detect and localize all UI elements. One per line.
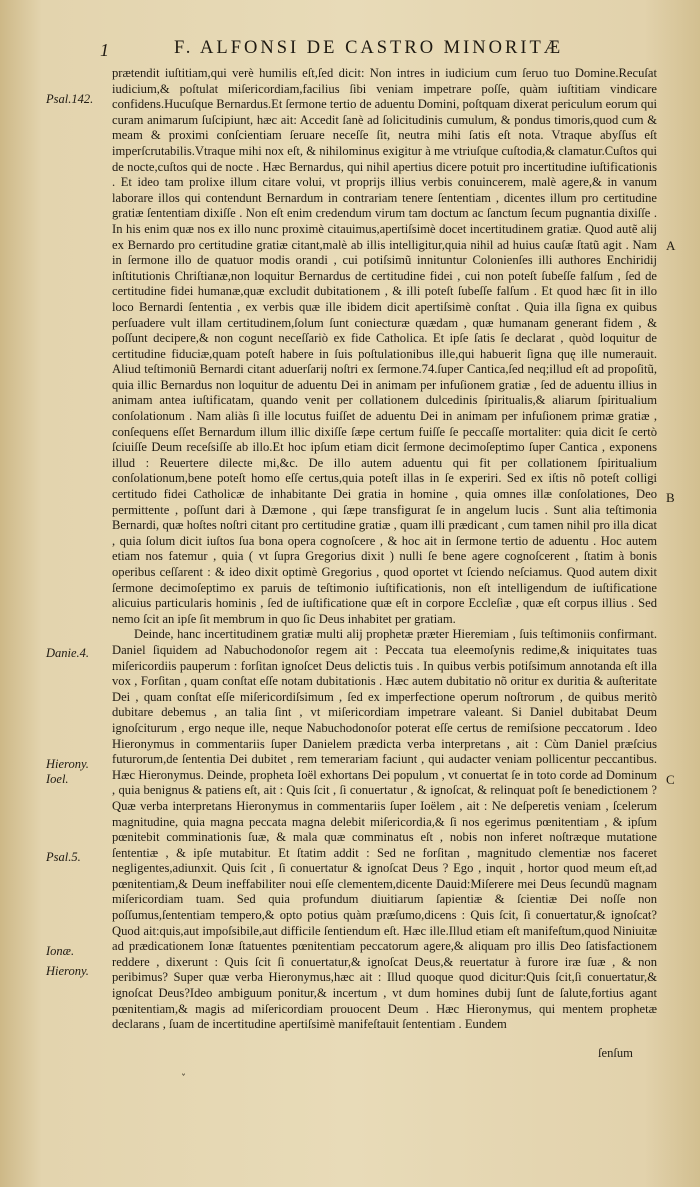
section-letter-c: C xyxy=(666,772,675,787)
section-letter-a: A xyxy=(666,238,676,253)
paragraph-bernardus: prætendit iuſtitiam,qui verè humilis eſt,ſed dicit: Non intres in iudicium cum ſeruo tuo Domine.Recuſat iudicium,& poſtulat miſericordiam,facilius ſibi veniam impetrare poſſe, quàm iuſtitiam vindicare confidens.Hucuſque Bernardus.Et ſermone tertio de aduentu Domini, poſtquam dixerat periculum eorum qui curam animarum ſuſcipiunt, hæc ait: Accedit ſanè ad ſolicitudinis cumulum, & pondus timoris,quod cum & meam & proximi conſcientiam ſeruare neceſſe ſit, neutra mihi ſatis eſt nota. Vtraque abyſſus eſt imperſcrutabilis.Vtraque mihi nox eſt, & nihilominus exigitur à me vtriuſque cuſtodia,& clamatur.Cuſtos qui de nocte,cuſtos qui de nocte . Hæc Bernardus, qui nihil apertius dicere potuit pro incertitudine iuſtificationis . Et ideo tam prolixe illum citare volui, vt proprijs illius verbis conuincerem, malè agere,& in vanum laborare illos qui contendunt Bernardum in contrariam tenere ſententiam , dicentes illum pro certitudine gratiæ ſententiam dixiſſe . Non eſt enim credendum virum tam doctum ac ſanctum ſecum pugnantia dixiſſe . In his enim quæ nos ex illo nunc proximè citauimus,apertiſsimè docet incertitudinem gratiæ. Quod autẽ alij ex Bernardo pro certitudine gratiæ citant,malè ab illis intelligitur,quia nihil ad huius cauſæ ſtatũ agit . Nam in ſermone illo de quatuor modis orandi , cui potiſsimũ innituntur Colonienſes illi authores Enchiridij inſtitutionis Chriſtianæ,non loquitur Bernardus de certitudine fidei , cui non poteſt ſubeſſe falſum , ſed de certitudine fidei humanæ,quæ excludit dubitationem , & illi poteſt ſubeſſe falſum . Et quod hæc ſit in illo loco Bernardi ſententia , ex verbis quæ ille ibidem dicit apertiſsimè conſtat . Quia illa ſigna ex quibus perſuadere vult illam certitudinem,ſolum ſunt coniecturæ quædam , quæ humanam generant fidem , & poſſunt decipere,& non cogunt neceſſariò ex fide Catholica. Et ipſe ſatis ſe declarat , quòd loquitur de certitudine fiduciæ,quam poteſt habere in ſuis poſtulationibus ille,qui habuerit ſigna quę ille numerauit. Aliud teſtimoniũ Bernardi citant aduerſarij noſtri ex ſermone.74.ſuper Cantica,ſed neq;illud eſt ad propoſitũ, quia illic Bernardus non loquitur de aduentu Dei in animam per infuſionem gratiæ , ſed de aduentu illius in animam antea iuſtificatam, quando venit per collationem dulcedinis ſpiritualis,& aliarum ſpiritualium conſolationum . Nam aliàs ſi ille locutus fuiſſet de aduentu Dei in animam per infuſionem primæ gratiæ , conſequens eſſet Bernardum illum illic dixiſſe ſæpe certum fuiſſe ſe peccaſſe mortaliter: quia dicit ſe certò ſciuiſſe Deum receſsiſſe ab illo.Et hoc ipſum etiam dicit ſermone decimoſeptimo ſuper Cantica , exponens illud : Reuertere dilecte mi,&c. De illo autem aduentu qui fit per collationem ſpiritualium conſolationum,bene poteſt homo eſſe certus,quia poteſt illas in ſe experiri. Sed ex iſtis nõ poteſt colligi certitudo fidei Catholicæ de inhabitante Dei gratia in homine , quia omnes illæ conſolationes, Deo permittente , poſſunt dari à Dæmone , qui ſæpe transfigurat ſe in angelum lucis . Sunt alia teſtimonia Bernardi, quæ hoſtes noſtri citant pro certitudine gratiæ , quam illi prædicant , cum tamen nihil pro illa dicat , quia ſolum dicit iuſtos ſua bona opera cognoſcere , & hoc ait in ſermone tertio de aduentu . Hoc autem etiam nos fatemur , quia ( vt ſupra Gregorius dixit ) nulli ſe bene agere cognoſcerent , ſtatim à bonis operibus ceſſarent : & ideo dixit optimè Gregorius , quod oportet vt ſciendo neſciamus. Quod autem dixit ſermone decimoſeptimo ex paruis de teſtimonio iuſtificationis, non eſt intelligendum de iuſtificatione alicuius particularis hominis , ſed de iuſtificatione quæ eſt in corpore Eccleſiæ , quæ eſt corpus illius . Sed nemo ſcit an ipſe ſit membrum in quo ſic Deus inhabitet per gratiam. xyxy=(112,66,657,626)
ink-mark: ˇ xyxy=(181,1074,186,1085)
catchword: ſenſum xyxy=(598,1046,633,1060)
margin-note-psal142: Psal.142. xyxy=(46,92,94,106)
margin-note-ioel: Ioel. xyxy=(46,772,69,786)
margin-note-daniel: Danie.4. xyxy=(46,646,90,660)
main-text xyxy=(112,66,657,1033)
margin-note-psal5: Psal.5. xyxy=(46,850,81,864)
margin-note-hieronymus-2: Hierony. xyxy=(46,964,89,978)
margin-note-ionae: Ionæ. xyxy=(46,944,75,958)
section-letter-b: B xyxy=(666,490,675,505)
running-title: F. ALFONSI DE CASTRO MINORITÆ xyxy=(174,38,564,58)
paragraph-prophetae: Deinde, hanc incertitudinem gratiæ multi alij prophetæ præter Hieremiam , ſuis teſtimoniis confirmant. Daniel ſiquidem ad Nabuchodonoſor regem ait : Peccata tua eleemoſynis redime,& iniquitates tuas miſericordiis pauperum : forſitan ignoſcet Deus delictis tuis . In quibus verbis potiſsimum annotanda eſt illa vox , Forſitan , quam conſtat eſſe notam dubitationis . Hæc autem dubitatio nõ oritur ex duritia & auſteritate Dei , quam conſtat eſſe miſericordiſsimum , ſed ex imperfectione operum noſtrorum , de quibus meritò dubitare debemus , an talia ſint , vt miſericordiam impetrare valeant. Si Daniel dubitabat Deum ignoſciturum , ergo neque ille, neque Nabuchodonoſor poterat eſſe certus de remiſsione peccatorum . Ideo Hieronymus in commentariis ſuper Danielem prædicta verba interpretans , ait : Cùm Daniel præſcius futurorum,de ſententia Dei dubitet , rem temerariam faciunt , qui audacter veniam pollicentur peccantibus. Hæc Hieronymus. Deinde, propheta Ioël exhortans Dei populum , vt conuertat ſe in toto corde ad Dominum , quia benignus & patiens eſt, ait : Quis ſcit , ſi conuertatur , & ignoſcat, & relinquat poſt ſe benedictionem ? Quæ verba interpretans Hieronymus in commentariis ſuper Ioëlem , ait : Ne deſperetis veniam , ſcelerum magnitudine, quia magna peccata magna delebit miſericordia,& ſi nos egerimus pœnitentiam , & ipſum pœnitebit comminationis ſuæ, & mala quæ comminatus eſt , nobis non inferet noſtræque mutatione ſententiæ , & ipſe mutabitur. Et ſtatim addit : Sed ne forſitan , magnitudo clementiæ nos faceret negligentes,adiunxit. Quis ſcit , ſi conuertatur & ignoſcat Deus ? Ego , inquit , hortor quod meum eſt,ad pœnitentiam,& Deum ineffabiliter noui eſſe clementem,dicente Dauid:Miſerere mei Deus ſecundũ magnam miſericordiam tuam. Sed quia profundum diuitiarum ſapientiæ & ſcientiæ Dei noſſe non poſſumus,ſententiam tempero,& opto potius quàm præſumo,dicens : Quis ſcit, ſi conuertatur,& ignoſcat? Quod ait:quis,aut impoſsibile,aut difficile ſentiendum eſt. Hæc ille.Illud etiam eſt manifeſtum,quod Niniuitæ ad prædicationem Ionæ ſtatuentes pœnitentiam peccatorum agere,& aliquam pro illis Deo ſatisfactionem reddere , dixerunt : Quis ſcit ſi conuertatur,& ignoſcat Deus,& reuertatur à furore iræ ſuæ , & non peribimus? Super quæ verba Hieronymus,hæc ait : Illud quoque quod dicitur:Quis ſcit,ſi conuertatur,& ignoſcat Deus?Ideo ambiguum ponitur,& incertum , vt dum homines dubij ſunt de ſalute,fortius agant pœnitentiam,& magis ad miſericordiam prouocent Deum . Hæc Hieronymus, qui mentem prophetæ declarans , ſuam de incertitudine apertiſsimè manifeſtauit ſententiam . Eundem xyxy=(112,627,657,1032)
folio-number: 1 xyxy=(100,40,109,60)
running-head xyxy=(0,32,700,62)
margin-note-hieronymus: Hierony. xyxy=(46,757,89,771)
